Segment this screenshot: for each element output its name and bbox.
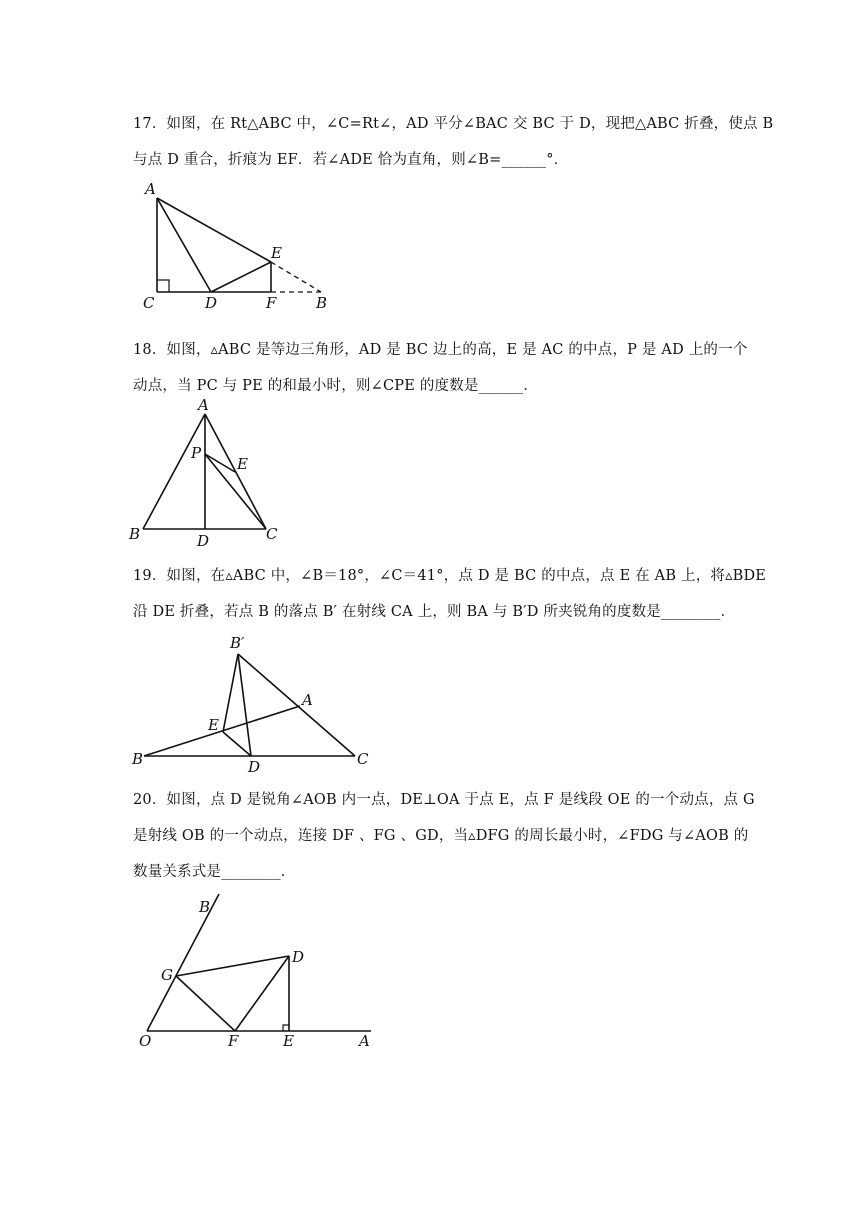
problem-20-line-3: 数量关系式是________． [133,864,296,880]
label-B: B [129,525,141,543]
label-D: D [205,294,218,312]
problem-19-line-2: 沿 DE 折叠，若点 B 的落点 B′ 在射线 CA 上，则 BA 与 B′D 所夹锐角的度数是________． [133,604,736,620]
problem-18-line-2: 动点，当 PC 与 PE 的和最小时，则∠CPE 的度数是______． [133,378,539,394]
problem-19-figure [130,628,375,778]
label-A: A [359,1032,370,1050]
label-D: D [248,758,261,776]
label-B: B [316,294,328,312]
problem-20-figure [135,888,385,1053]
label-C: C [143,294,155,312]
label-E: E [271,244,282,262]
label-F: F [266,294,277,312]
label-D: D [197,532,210,550]
problem-17-line-2: 与点 D 重合，折痕为 EF．若∠ADE 恰为直角，则∠B=______°． [133,152,569,168]
problem-17-line-1: 17．如图，在 Rt△ABC 中，∠C=Rt∠，AD 平分∠BAC 交 BC 于 D，现把△ABC 折叠，使点 B [133,116,774,132]
label-A: A [145,180,156,198]
label-F: F [228,1032,239,1050]
problem-17-figure [135,178,345,313]
label-B-prime: B′ [230,634,245,652]
label-E: E [208,716,219,734]
label-C: C [357,750,369,768]
label-E: E [283,1032,294,1050]
problem-18-figure [125,396,290,551]
label-A: A [198,396,209,414]
label-G: G [161,966,173,984]
problem-20-line-1: 20．如图，点 D 是锐角∠AOB 内一点，DE⊥OA 于点 E，点 F 是线段 OE 的一个动点，点 G [133,792,755,808]
problem-20-line-2: 是射线 OB 的一个动点，连接 DF 、FG 、GD，当▵DFG 的周长最小时，∠FDG 与∠AOB 的 [133,828,749,844]
problem-18-line-1: 18．如图，▵ABC 是等边三角形，AD 是 BC 边上的高，E 是 AC 的中点，P 是 AD 上的一个 [133,342,748,358]
label-P: P [191,444,202,462]
label-O: O [139,1032,152,1050]
label-B: B [199,898,211,916]
label-D: D [292,948,305,966]
label-C: C [266,525,278,543]
label-A: A [302,691,313,709]
problem-19-line-1: 19．如图，在▵ABC 中，∠B＝18°，∠C＝41°，点 D 是 BC 的中点，点 E 在 AB 上，将▵BDE [133,568,767,584]
label-B: B [132,750,144,768]
label-E: E [237,455,248,473]
